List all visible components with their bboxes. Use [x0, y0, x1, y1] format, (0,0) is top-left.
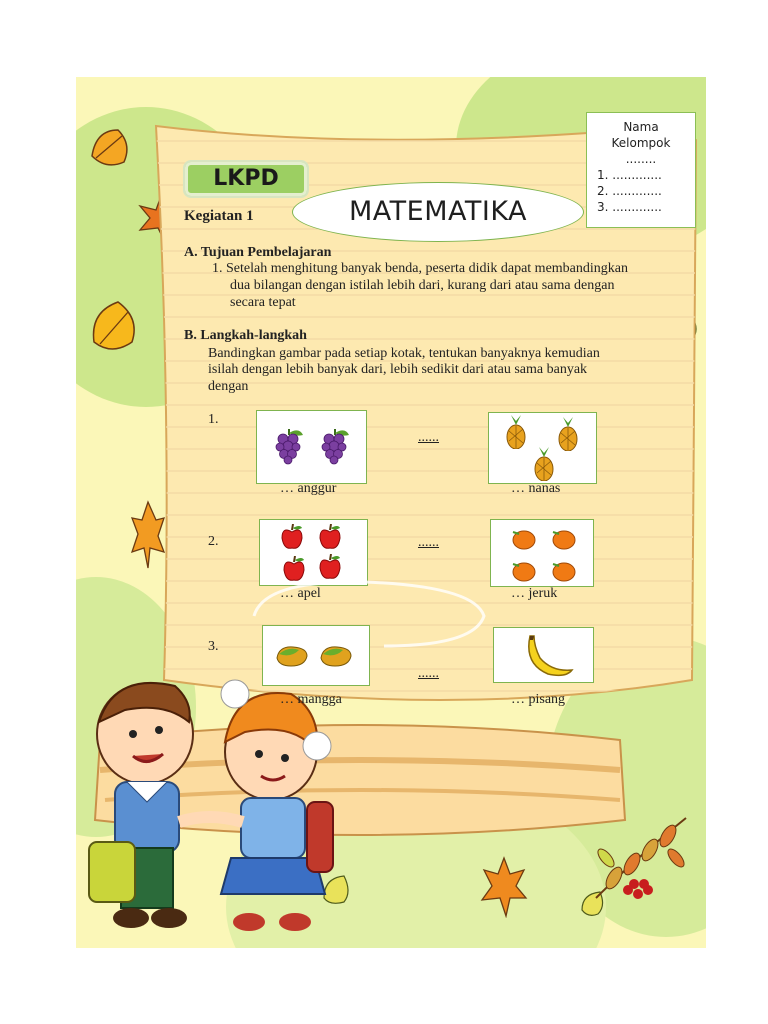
- pineapple-icon: [557, 417, 579, 451]
- group-name-box: [586, 112, 696, 228]
- autumn-leaf-icon: [88, 126, 136, 170]
- mango-icon: [319, 644, 353, 668]
- item-1-right-box: [488, 412, 597, 484]
- subject-title: MATEMATIKA: [292, 182, 584, 242]
- name-box-title: Nama Kelompok ........: [611, 120, 671, 166]
- item-2-blank: ......: [418, 535, 439, 550]
- item-3-number: 3.: [208, 639, 219, 654]
- item-1-number: 1.: [208, 412, 219, 427]
- section-b-heading: B. Langkah-langkah: [184, 328, 307, 343]
- item-1-left-caption: … anggur: [280, 481, 337, 496]
- activity-heading: Kegiatan 1: [184, 208, 254, 224]
- grape-icon: [273, 425, 305, 465]
- member-line-1: 1. .............: [597, 168, 662, 182]
- orange-icon: [511, 560, 537, 582]
- autumn-leaf-icon: [88, 298, 142, 356]
- item-3-left-box: [262, 625, 370, 686]
- item-2-right-box: [490, 519, 594, 587]
- item-2-right-caption: … jeruk: [511, 586, 558, 601]
- section-a-line-3: secara tepat: [230, 295, 296, 310]
- item-3-right-box: [493, 627, 594, 683]
- apple-icon: [318, 524, 342, 550]
- item-3-blank: ......: [418, 666, 439, 681]
- section-a-line-1: 1. Setelah menghitung banyak benda, peserta didik dapat membandingkan: [212, 261, 628, 276]
- item-2-number: 2.: [208, 534, 219, 549]
- maple-leaf-icon: [480, 856, 528, 918]
- apple-icon: [280, 524, 304, 550]
- mango-icon: [275, 644, 309, 668]
- section-b-line-1: Bandingkan gambar pada setiap kotak, tentukan banyaknya kemudian: [208, 346, 600, 361]
- item-3-left-caption: … mangga: [280, 692, 342, 707]
- member-line-3: 3. .............: [597, 200, 662, 214]
- section-a-line-2: dua bilangan dengan istilah lebih dari, kurang dari atau sama dengan: [230, 278, 615, 293]
- item-3-right-caption: … pisang: [511, 692, 566, 707]
- section-b-line-3: dengan: [208, 379, 249, 394]
- item-1-left-box: [256, 410, 367, 484]
- lkpd-badge: LKPD: [183, 160, 309, 198]
- children-illustration: [85, 672, 355, 944]
- item-1-blank: ......: [418, 430, 439, 445]
- orange-icon: [551, 528, 577, 550]
- grape-icon: [319, 425, 351, 465]
- pineapple-icon: [533, 447, 555, 481]
- member-line-2: 2. .............: [597, 184, 662, 198]
- section-b-line-2: isilah dengan lebih banyak dari, lebih sedikit dari atau sama banyak: [208, 362, 588, 377]
- section-a-heading: A. Tujuan Pembelajaran: [184, 245, 332, 260]
- orange-icon: [511, 528, 537, 550]
- banana-icon: [522, 634, 574, 678]
- item-1-right-caption: … nanas: [511, 481, 561, 496]
- orange-icon: [551, 560, 577, 582]
- item-2-left-caption: … apel: [280, 586, 321, 601]
- pineapple-icon: [505, 415, 527, 449]
